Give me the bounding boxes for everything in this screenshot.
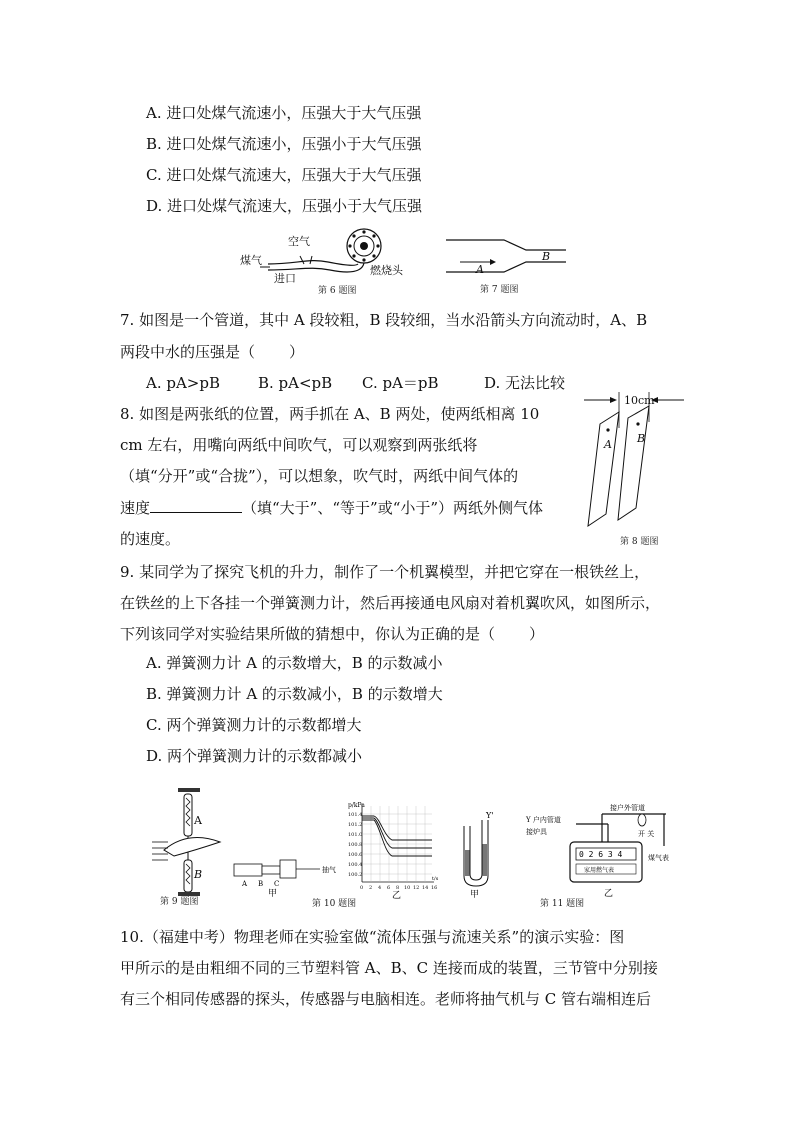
- q7-option-c: C. pA＝pB: [362, 374, 439, 392]
- fig10-xtick: 10: [404, 885, 411, 891]
- q7-option-d: D. 无法比较: [484, 374, 566, 392]
- q8-text-4: 速度 （填“大于”、“等于”或“小于”）两纸外侧气体: [120, 499, 544, 517]
- q6-option-a: A. 进口处煤气流速小，压强大于大气压强: [146, 104, 422, 122]
- q8-answer-blank: [150, 498, 242, 513]
- q7-option-b: B. pA<pB: [258, 374, 333, 392]
- q7-option-a: A. pA>pB: [146, 374, 220, 392]
- fig11-jia-label: 甲: [470, 890, 480, 900]
- fig11-y-mark: Y': [486, 811, 494, 820]
- fig8-caption: 第 8 题图: [620, 537, 659, 547]
- fig11-meter-label: 煤气表: [648, 854, 669, 862]
- figure-7: [442, 232, 568, 294]
- fig10-ytick: 101.2: [348, 822, 363, 828]
- fig6-gas-label: 煤气: [240, 254, 262, 267]
- q6-option-d: D. 进口处煤气流速大，压强小于大气压强: [146, 197, 423, 215]
- fig10-pipe-c: C: [274, 880, 280, 888]
- fig10-xlabel: t/s: [432, 876, 439, 882]
- figure-10: [230, 800, 439, 909]
- q7-text-1: 7. 如图是一个管道，其中 A 段较粗，B 段较细，当水沿箭头方向流动时，A、B: [120, 311, 648, 329]
- q9-option-d: D. 两个弹簧测力计的示数都减小: [146, 747, 363, 765]
- fig10-ytick: 100.8: [348, 842, 363, 848]
- figure-8: [580, 392, 690, 552]
- fig10-ytick: 101.0: [348, 832, 363, 838]
- fig6-inlet-label: 进口: [274, 272, 296, 285]
- fig10-jia-label: 甲: [268, 889, 278, 899]
- fig11-outdoor-label: 接户外管道: [610, 804, 645, 812]
- fig10-pipe-b: B: [258, 880, 264, 888]
- fig10-ylabel: p/kPa: [348, 802, 365, 809]
- fig11-caption: 第 11 题图: [540, 899, 585, 909]
- fig10-ytick: 100.2: [348, 872, 363, 878]
- fig9-label-a: A: [194, 814, 202, 827]
- q9-option-b: B. 弹簧测力计 A 的示数减小，B 的示数增大: [146, 685, 443, 703]
- fig10-pipe-a: A: [242, 880, 248, 888]
- fig8-distance: 10cm: [624, 394, 655, 407]
- fig11-meter-brand: 家用燃气表: [584, 867, 615, 874]
- q7-text-2: 两段中水的压强是（ ）: [120, 343, 305, 361]
- fig10-xtick: 12: [413, 885, 420, 891]
- fig7-caption: 第 7 题图: [480, 285, 519, 295]
- fig10-xtick: 4: [378, 885, 382, 891]
- fig10-xtick: 16: [431, 885, 438, 891]
- figure-11: [452, 800, 696, 908]
- q9-text-1: 9. 某同学为了探究飞机的升力，制作了一个机翼模型，并把它穿在一根铁丝上，: [120, 563, 650, 581]
- q8-text-5: 的速度。: [120, 530, 181, 548]
- fig11-meter-digits: 0 2 6 3 4: [579, 850, 623, 859]
- q10-text-1: 10.（福建中考）物理老师在实验室做“流体压强与流速关系”的演示实验：图: [120, 928, 625, 946]
- fig8-label-b: B: [637, 432, 646, 445]
- fig11-indoor-label: Y 户内管道: [526, 816, 561, 824]
- figure-9: [150, 788, 226, 906]
- fig10-ytick: 101.4: [348, 812, 363, 818]
- q8-text-3: （填“分开”或“合拢”），可以想象，吹气时，两纸中间气体的: [120, 467, 519, 485]
- fig6-caption: 第 6 题图: [318, 286, 357, 296]
- fig10-xtick: 0: [360, 885, 364, 891]
- fig10-caption: 第 10 题图: [312, 899, 357, 909]
- fig7-label-a: A: [476, 263, 484, 276]
- q8-text-2: cm 左右，用嘴向两纸中间吹气，可以观察到两张纸将: [120, 436, 478, 454]
- fig9-caption: 第 9 题图: [160, 897, 199, 907]
- q6-option-b: B. 进口处煤气流速小，压强小于大气压强: [146, 135, 422, 153]
- fig10-pump-label: 抽气: [322, 866, 336, 874]
- fig10-ytick: 100.4: [348, 862, 363, 868]
- q9-option-c: C. 两个弹簧测力计的示数都增大: [146, 716, 362, 734]
- fig11-stove-label: 接炉具: [526, 828, 547, 836]
- fig8-label-a: A: [604, 438, 612, 451]
- q9-text-3: 下列该同学对实验结果所做的猜想中，你认为正确的是（ ）: [120, 625, 545, 643]
- fig6-air-label: 空气: [288, 235, 310, 248]
- q6-option-c: C. 进口处煤气流速大，压强大于大气压强: [146, 166, 422, 184]
- q8-text-1: 8. 如图是两张纸的位置，两手抓在 A、B 两处，使两纸相离 10: [120, 405, 540, 423]
- fig11-yi-label: 乙: [604, 889, 614, 899]
- fig10-xtick: 8: [396, 885, 400, 891]
- fig9-label-b: B: [194, 868, 203, 881]
- q9-text-2: 在铁丝的上下各挂一个弹簧测力计，然后再接通电风扇对着机翼吹风，如图所示，: [120, 594, 661, 612]
- q10-text-3: 有三个相同传感器的探头，传感器与电脑相连。老师将抽气机与 C 管右端相连后: [120, 990, 652, 1008]
- fig10-xtick: 6: [387, 885, 391, 891]
- fig6-burner-label: 燃烧头: [370, 264, 403, 277]
- fig11-switch-label: 开 关: [638, 830, 655, 838]
- fig10-ytick: 100.6: [348, 852, 363, 858]
- fig10-yi-label: 乙: [392, 891, 402, 901]
- q9-option-a: A. 弹簧测力计 A 的示数增大，B 的示数减小: [146, 654, 443, 672]
- figure-6: [238, 226, 428, 298]
- fig10-xtick: 2: [369, 885, 373, 891]
- q10-text-2: 甲所示的是由粗细不同的三节塑料管 A、B、C 连接而成的装置，三节管中分别接: [120, 959, 658, 977]
- fig7-label-b: B: [542, 250, 551, 263]
- fig10-xtick: 14: [422, 885, 429, 891]
